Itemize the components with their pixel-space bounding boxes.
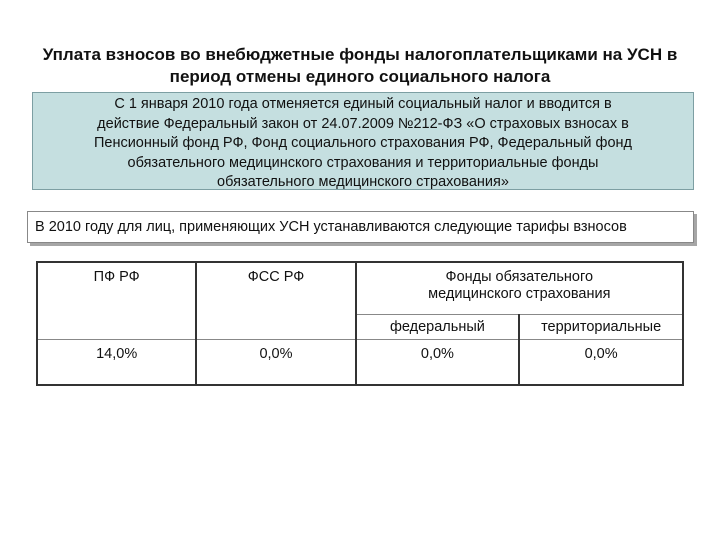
header-territorial: территориальные (519, 314, 683, 339)
rates-intro-box: В 2010 году для лиц, применяющих УСН устанавливаются следующие тарифы взносов (27, 211, 694, 243)
table-row (37, 339, 683, 385)
header-federal: федеральный (356, 314, 520, 339)
value-fss: 0,0% (196, 339, 355, 385)
info-text-line: обязательного медицинского страхования и территориальные фонды (127, 154, 599, 171)
info-box (32, 92, 694, 190)
info-text-line: С 1 января 2010 года отменяется единый социальный налог и вводится в (114, 96, 612, 112)
info-text-line: действие Федеральный закон от 24.07.2009 №212-ФЗ «О страховых взносах в (97, 115, 629, 132)
value-federal: 0,0% (356, 339, 520, 385)
page-title: Уплата взносов во внебюджетные фонды налогоплательщиками на УСН в период отмены единого социального налога (42, 45, 678, 86)
info-text-line: обязательного медицинского страхования» (217, 174, 509, 190)
value-pf: 14,0% (37, 339, 196, 385)
rates-table (36, 261, 684, 386)
info-text-line: Пенсионный фонд РФ, Фонд социального страхования РФ, Федеральный фонд (93, 135, 633, 151)
header-foms: Фонды обязательного медицинского страхования (356, 262, 683, 314)
header-pf: ПФ РФ (37, 262, 196, 339)
table-header-row (37, 262, 683, 314)
value-territorial: 0,0% (519, 339, 683, 385)
header-fss: ФСС РФ (196, 262, 355, 339)
